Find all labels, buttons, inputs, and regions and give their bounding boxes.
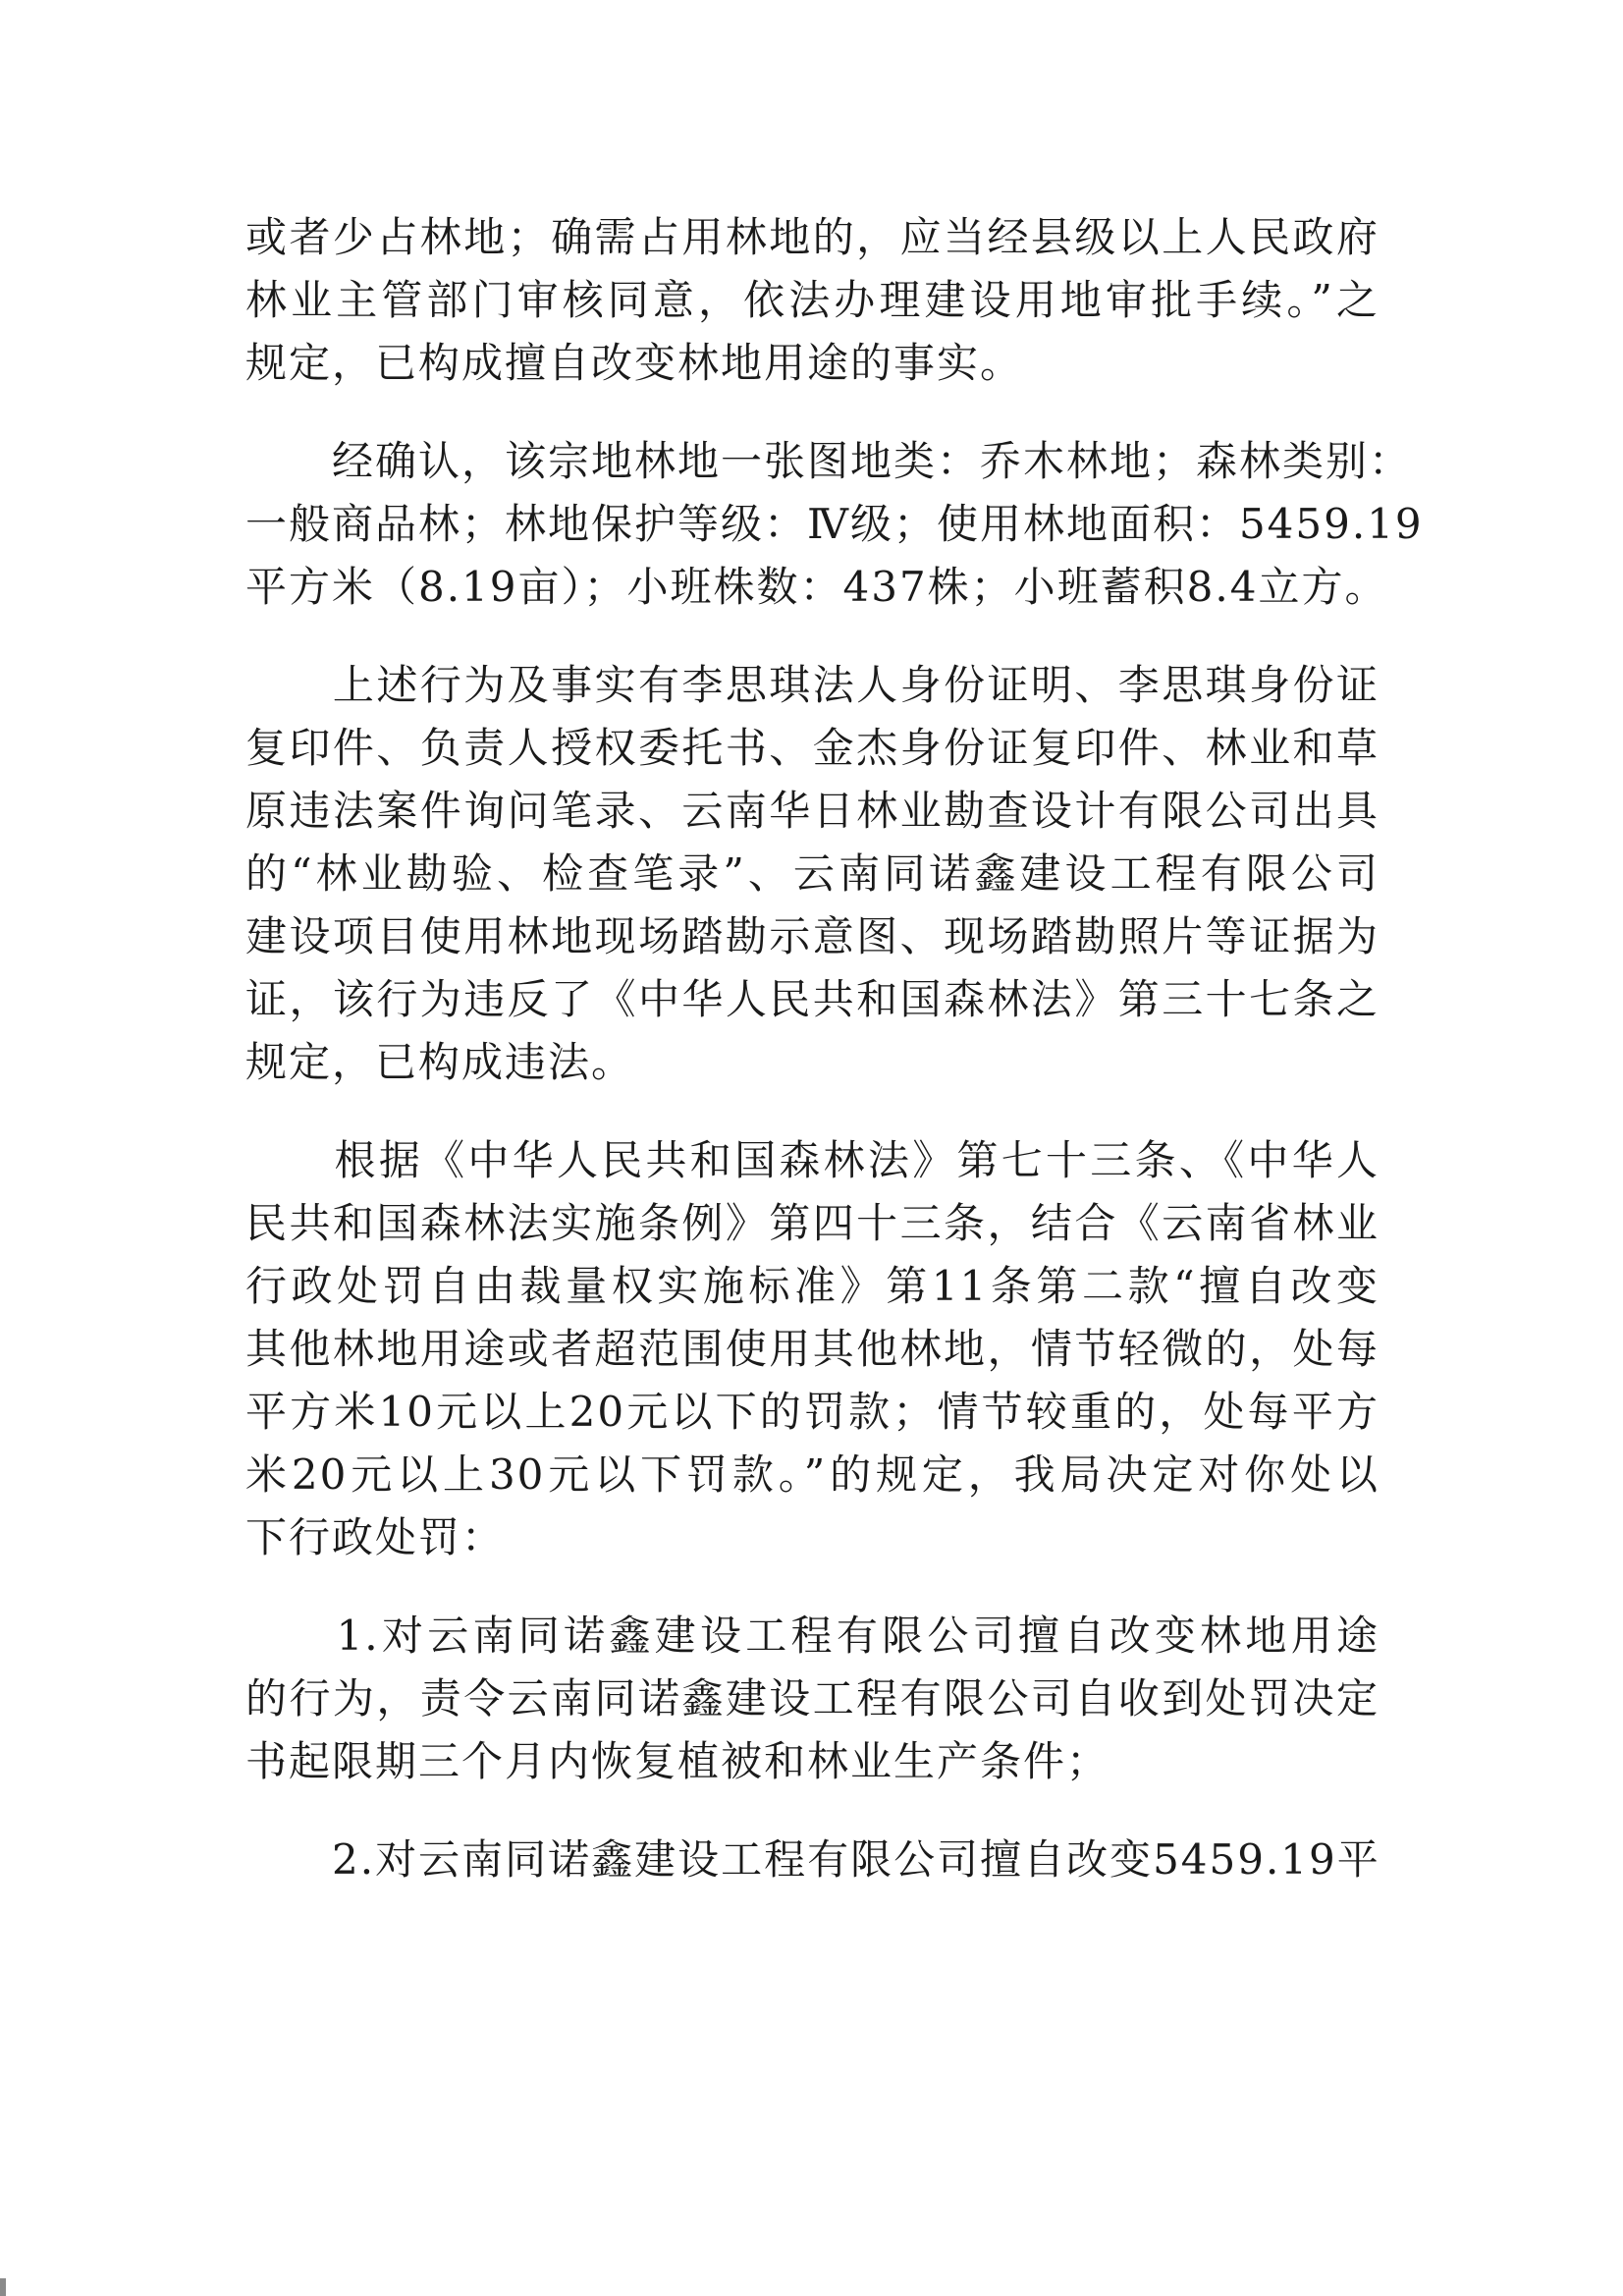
- scan-edge-mark: [0, 2278, 6, 2296]
- text-line: 下行政处罚：: [245, 1513, 506, 1561]
- text-line: 一般商品林；林地保护等级：Ⅳ级；使用林地面积：5459.19: [245, 500, 1424, 548]
- text-line: 民共和国森林法实施条例》第四十三条，结合《云南省林业: [245, 1199, 1380, 1247]
- text-line: 1.对云南同诺鑫建设工程有限公司擅自改变林地用途: [245, 1612, 1380, 1660]
- text-line: 平方米10元以上20元以下的罚款；情节较重的，处每平方: [245, 1388, 1380, 1436]
- text-line: 林业主管部门审核同意，依法办理建设用地审批手续。”之: [245, 276, 1380, 324]
- text-line: 米20元以上30元以下罚款。”的规定，我局决定对你处以: [245, 1450, 1380, 1499]
- text-line: 经确认，该宗地林地一张图地类：乔木林地；森林类别：: [245, 437, 1413, 485]
- text-line: 的“林业勘验、检查笔录”、云南同诺鑫建设工程有限公司: [245, 849, 1380, 898]
- paragraph-1: [245, 206, 1380, 395]
- paragraph-4: [245, 1129, 1380, 1569]
- text-line: 的行为，责令云南同诺鑫建设工程有限公司自收到处罚决定: [245, 1674, 1380, 1722]
- paragraph-2: [245, 430, 1424, 619]
- text-line: 证，该行为违反了《中华人民共和国森林法》第三十七条之: [245, 975, 1380, 1023]
- text-line: 规定，已构成擅自改变林地用途的事实。: [245, 339, 1024, 387]
- text-line: 上述行为及事实有李思琪法人身份证明、李思琪身份证: [245, 661, 1380, 709]
- text-line: 书起限期三个月内恢复植被和林业生产条件；: [245, 1737, 1110, 1785]
- text-line: 规定，已构成违法。: [245, 1038, 635, 1086]
- paragraph-3: [245, 654, 1380, 1094]
- text-line: 2.对云南同诺鑫建设工程有限公司擅自改变5459.19平: [245, 1835, 1380, 1884]
- text-line: 平方米（8.19亩）；小班株数：437株；小班蓄积8.4立方。: [245, 563, 1388, 611]
- text-line: 原违法案件询问笔录、云南华日林业勘查设计有限公司出具: [245, 787, 1380, 835]
- paragraph-6: [245, 1829, 1380, 1891]
- text-line: 其他林地用途或者超范围使用其他林地，情节轻微的，处每: [245, 1325, 1380, 1373]
- text-line: 建设项目使用林地现场踏勘示意图、现场踏勘照片等证据为: [245, 912, 1380, 960]
- text-line: 根据《中华人民共和国森林法》第七十三条、《中华人: [245, 1136, 1380, 1184]
- text-line: 复印件、负责人授权委托书、金杰身份证复印件、林业和草: [245, 724, 1380, 772]
- text-line: 或者少占林地；确需占用林地的，应当经县级以上人民政府: [245, 213, 1380, 261]
- text-line: 行政处罚自由裁量权实施标准》第11条第二款“擅自改变: [245, 1262, 1380, 1310]
- document-body: [245, 206, 1424, 1891]
- paragraph-5: [245, 1605, 1380, 1793]
